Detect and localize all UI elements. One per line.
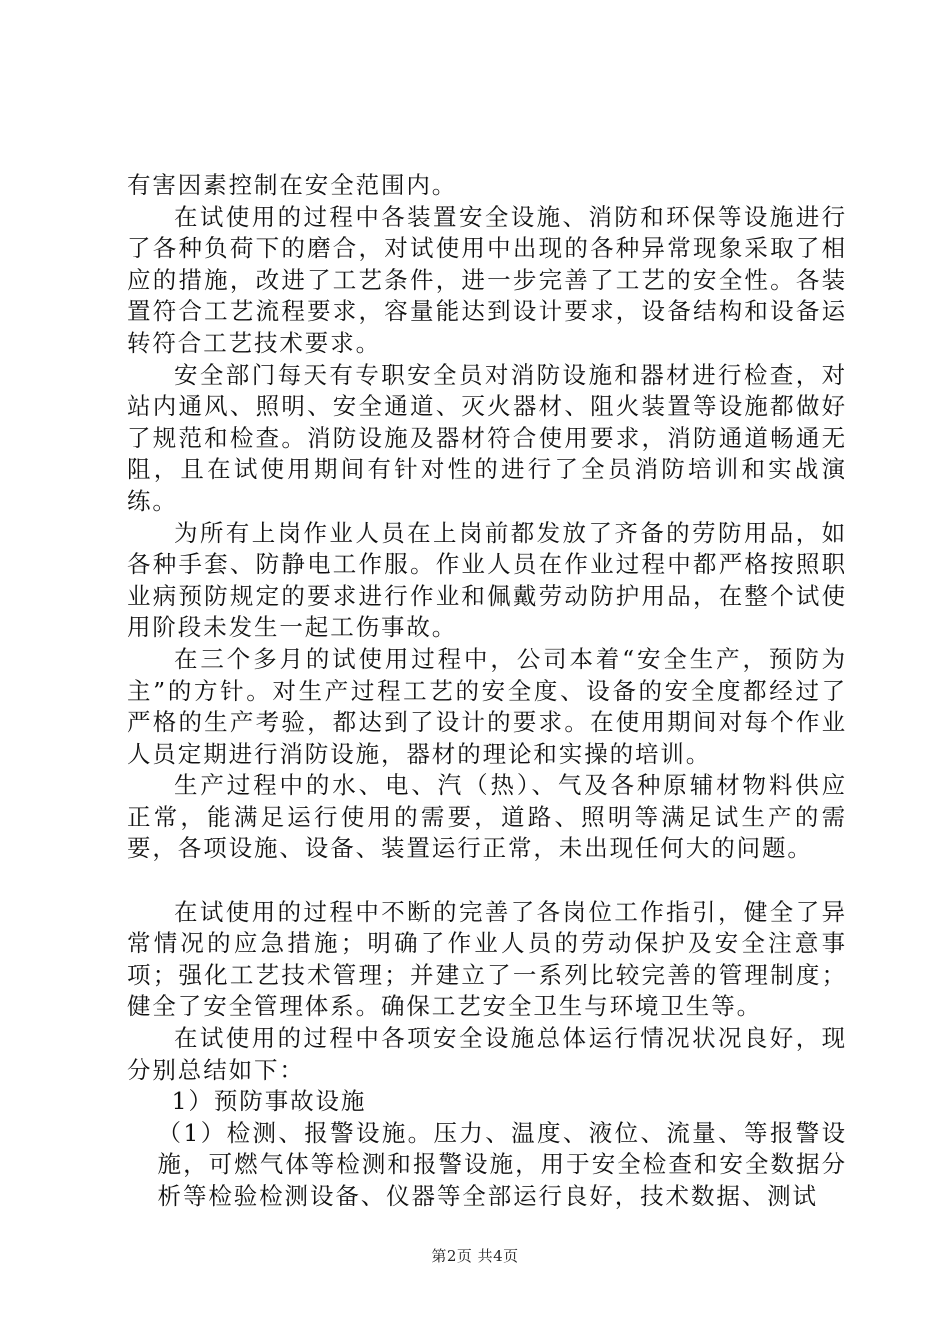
paragraph-management: 在试使用的过程中不断的完善了各岗位工作指引，健全了异常情况的应急措施；明确了作业人员的劳动保护及安全注意事项；强化工艺技术管理；并建立了一系列比较完善的管理制度；健全了安全管理体系。确保工艺安全卫生与环境卫生等。: [127, 897, 847, 1021]
paragraph-detection-alarm: （1）检测、报警设施。压力、温度、液位、流量、等报警设施，可燃气体等检测和报警设施，用于安全检查和安全数据分析等检验检测设备、仪器等全部运行良好，技术数据、测试: [157, 1118, 847, 1210]
paragraph-safety-policy: 在三个多月的试使用过程中，公司本着“安全生产，预防为主”的方针。对生产过程工艺的安全度、设备的安全度都经过了严格的生产考验，都达到了设计的要求。在使用期间对每个作业人员定期进行消防设施，器材的理论和实操的培训。: [127, 644, 847, 768]
page-footer: 第2页 共4页: [431, 1247, 519, 1265]
paragraph-fire-safety: 安全部门每天有专职安全员对消防设施和器材进行检查，对站内通风、照明、安全通道、灭火器材、阻火装置等设施都做好了规范和检查。消防设施及器材符合使用要求，消防通道畅通无阻，且在试使用期间有针对性的进行了全员消防培训和实战演练。: [127, 360, 847, 515]
paragraph-summary-intro: 在试使用的过程中各项安全设施总体运行情况状况良好，现分别总结如下：: [127, 1024, 847, 1084]
paragraph-ppe: 为所有上岗作业人员在上岗前都发放了齐备的劳防用品，如各种手套、防静电工作服。作业人员在作业过程中都严格按照职业病预防规定的要求进行作业和佩戴劳动防护用品，在整个试使用阶段未发生一起工伤事故。: [127, 518, 847, 642]
section-heading-prevention: 1）预防事故设施: [171, 1087, 367, 1116]
paragraph-utilities: 生产过程中的水、电、汽（热）、气及各种原辅材物料供应正常，能满足运行使用的需要，道路、照明等满足试生产的需要，各项设施、设备、装置运行正常，未出现任何大的问题。: [127, 771, 847, 863]
paragraph-facility-trial: 在试使用的过程中各装置安全设施、消防和环保等设施进行了各种负荷下的磨合，对试使用中出现的各种异常现象采取了相应的措施，改进了工艺条件，进一步完善了工艺的安全性。各装置符合工艺流程要求，容量能达到设计要求，设备结构和设备运转符合工艺技术要求。: [127, 202, 847, 357]
paragraph-continuation: 有害因素控制在安全范围内。: [127, 171, 458, 199]
document-body: [127, 170, 847, 1213]
